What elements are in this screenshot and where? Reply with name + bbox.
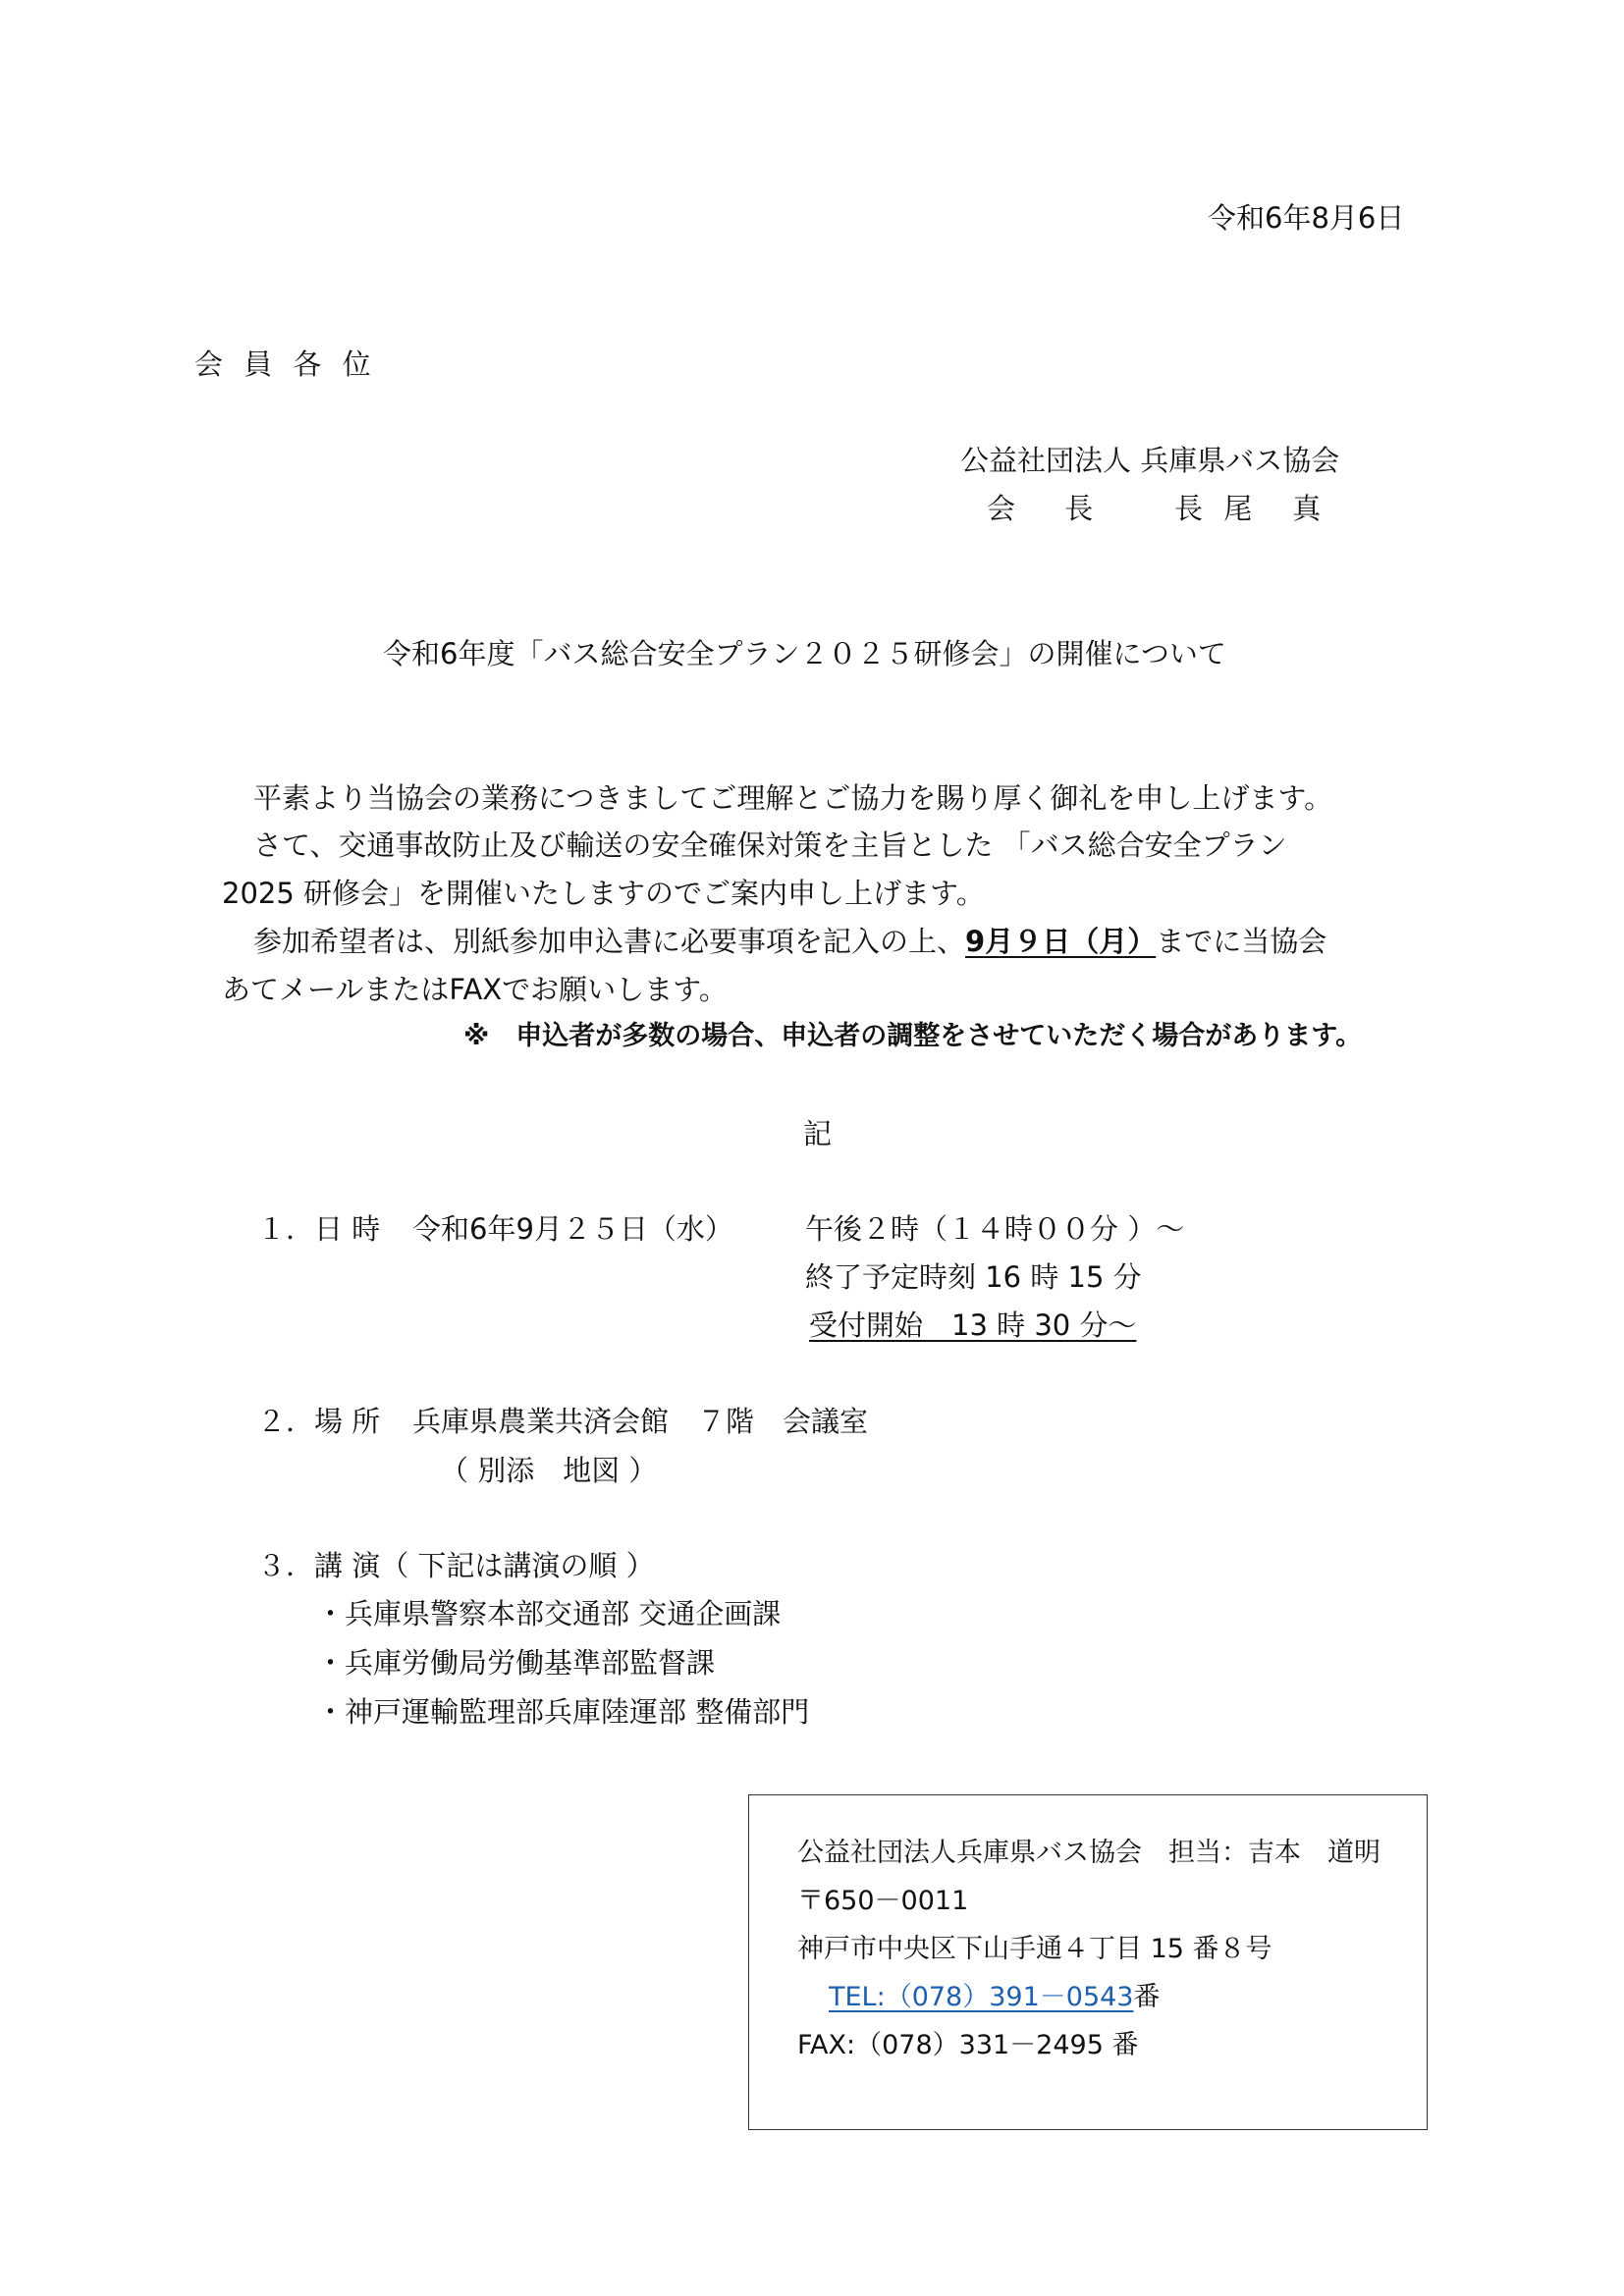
item-1-end-time: 終了予定時刻 16 時 15 分	[805, 1260, 1142, 1294]
contact-address: 神戸市中央区下山手通４丁目 15 番８号	[797, 1934, 1272, 1964]
body-line-5: あてメールまたはFAXでお願いします。	[222, 973, 728, 1006]
sender-title: 会 長	[987, 492, 1098, 525]
body-line-2: さて、交通事故防止及び輸送の安全確保対策を主旨とした 「バス総合安全プラン	[253, 828, 1287, 862]
subject-title: 令和6年度「バス総合安全プラン２０２５研修会」の開催について	[383, 637, 1226, 670]
body-line-3: 2025 研修会」を開催いたしますのでご案内申し上げます。	[222, 877, 985, 910]
item-1-start-time: 午後２時（１４時００分 ）～	[805, 1212, 1185, 1246]
contact-fax: FAX:（078）331－2495 番	[797, 2030, 1139, 2060]
item-2-map-note: （ 別添 地図 ）	[440, 1454, 658, 1487]
recipient: 会 員 各 位	[194, 347, 377, 381]
item-1-label: １．日 時	[257, 1212, 381, 1246]
speaker-item: ・神戸運輸監理部兵庫陸運部 整備部門	[316, 1695, 810, 1729]
body-line-4-pre: 参加希望者は、別紙参加申込書に必要事項を記入の上、	[253, 925, 966, 958]
item-1-reception-time: 受付開始 13 時 30 分～	[809, 1308, 1137, 1342]
contact-tel	[829, 1982, 1160, 2013]
tel-link[interactable]: TEL:（078）391－0543	[829, 1982, 1134, 2012]
contact-org-person: 公益社団法人兵庫県バス協会 担当：吉本 道明	[797, 1838, 1380, 1868]
sender-name: 長 尾 真	[1174, 492, 1327, 525]
document-date: 令和6年8月6日	[1208, 201, 1405, 235]
contact-postal-code: 〒650－0011	[797, 1886, 969, 1916]
item-2-venue: 兵庫県農業共済会館 ７階 会議室	[412, 1405, 869, 1438]
speaker-item: ・兵庫県警察本部交通部 交通企画課	[316, 1597, 782, 1630]
item-2-label: ２．場 所	[257, 1405, 381, 1438]
speaker-item: ・兵庫労働局労働基準部監督課	[316, 1646, 716, 1680]
tel-suffix: 番	[1133, 1982, 1161, 2012]
ki-marker: 記	[803, 1117, 833, 1150]
body-line-4-post: までに当協会	[1156, 925, 1327, 958]
deadline-date: 9月９日（月）	[965, 925, 1157, 958]
body-line-4	[253, 925, 1326, 959]
body-line-1: 平素より当協会の業務につきましてご理解とご協力を賜り厚く御礼を申し上げます。	[253, 781, 1333, 815]
item-3-label: ３．講 演（ 下記は講演の順 ）	[257, 1549, 655, 1582]
item-1-date: 令和6年9月２５日（水）	[412, 1212, 733, 1246]
notice: ※ 申込者が多数の場合、申込者の調整をさせていただく場合があります。	[463, 1021, 1363, 1051]
sender-organization: 公益社団法人 兵庫県バス協会	[960, 444, 1340, 477]
